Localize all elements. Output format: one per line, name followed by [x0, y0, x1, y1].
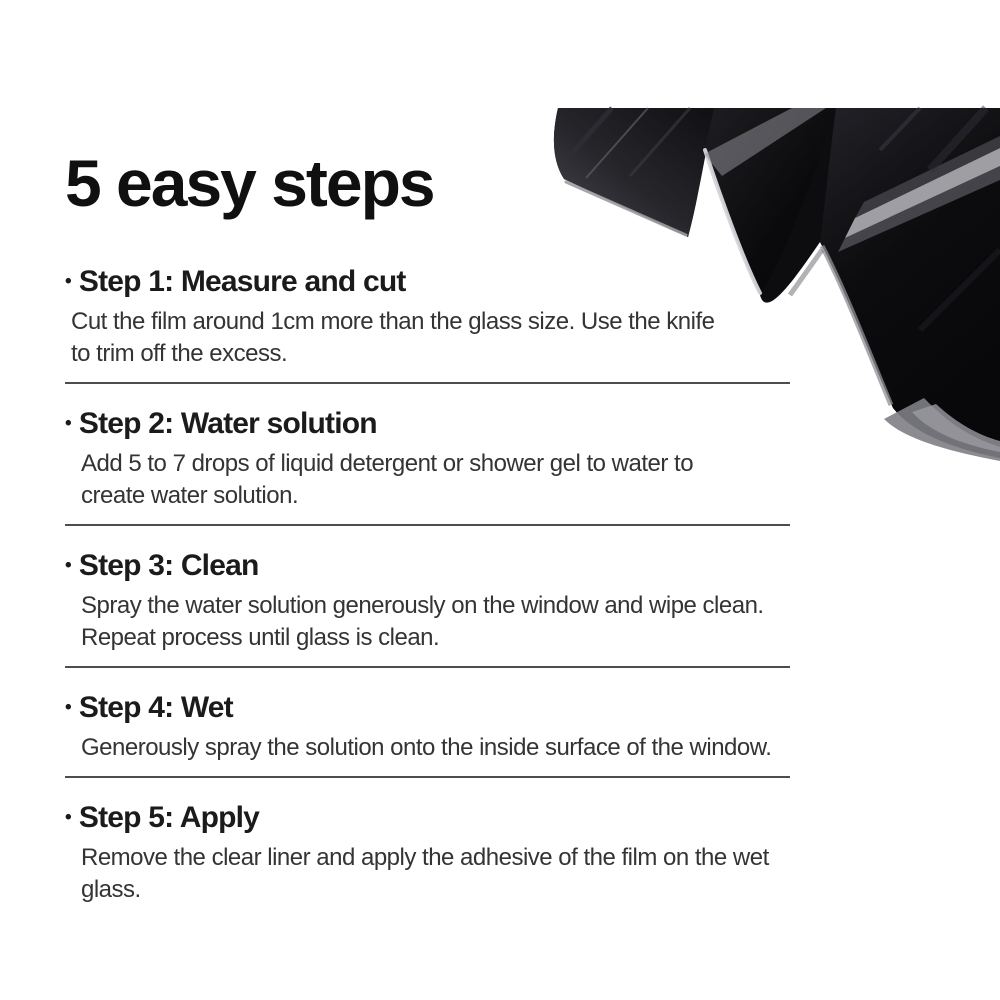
step-description-line: Remove the clear liner and apply the adhesive of the film on the wet — [81, 844, 769, 871]
step-description — [65, 590, 805, 654]
step-item — [65, 690, 805, 764]
step-description — [65, 732, 805, 764]
step-description-line: Cut the film around 1cm more than the glass size. Use the knife — [71, 308, 715, 335]
step-item — [65, 800, 805, 906]
step-heading-label: Step 3: Clean — [78, 549, 259, 582]
step-heading-label: Step 4: Wet — [78, 691, 233, 724]
step-description-line: create water solution. — [81, 482, 299, 509]
steps-list — [65, 264, 805, 906]
bullet-icon: • — [65, 807, 71, 828]
step-heading-label: Step 5: Apply — [78, 801, 260, 834]
step-heading — [65, 800, 805, 840]
page-title: 5 easy steps — [65, 146, 434, 220]
step-heading — [65, 264, 805, 304]
step-description-line: Add 5 to 7 drops of liquid detergent or shower gel to water to — [81, 450, 694, 477]
divider — [65, 776, 790, 778]
step-description — [65, 842, 805, 906]
steps-content — [65, 146, 805, 906]
divider — [65, 524, 790, 526]
step-description-line: Repeat process until glass is clean. — [81, 624, 440, 651]
step-description-line: Spray the water solution generously on the window and wipe clean. — [81, 592, 764, 619]
step-item — [65, 548, 805, 654]
bullet-icon: • — [65, 413, 71, 434]
step-heading — [65, 690, 805, 730]
divider — [65, 382, 790, 384]
bullet-icon: • — [65, 697, 71, 718]
step-heading — [65, 406, 805, 446]
step-heading-label: Step 2: Water solution — [78, 407, 377, 440]
divider — [65, 666, 790, 668]
step-heading-label: Step 1: Measure and cut — [78, 265, 406, 298]
step-description — [65, 448, 805, 512]
step-item — [65, 264, 805, 370]
step-heading — [65, 548, 805, 588]
step-description — [65, 306, 805, 370]
step-description-line: Generously spray the solution onto the inside surface of the window. — [81, 734, 772, 761]
step-description-line: glass. — [81, 876, 141, 903]
bullet-icon: • — [65, 555, 71, 576]
step-description-line: to trim off the excess. — [71, 340, 288, 367]
bullet-icon: • — [65, 271, 71, 292]
step-item — [65, 406, 805, 512]
